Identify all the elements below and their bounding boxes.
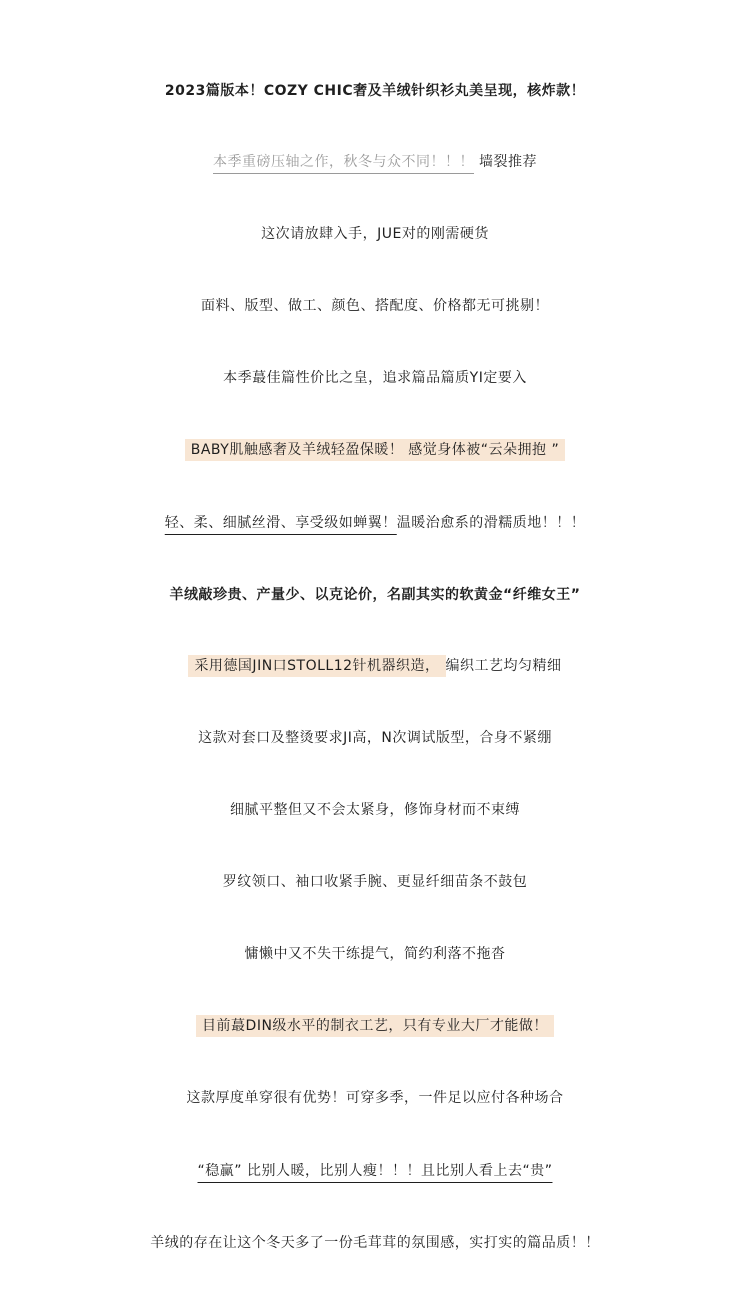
text-line-11	[0, 790, 750, 830]
line-10-text: 这款对套口及整烫要求JI高，N次调试版型，合身不紧绷	[198, 730, 552, 746]
line-3-text: 这次请放肆入手，JUE对的刚需硬货	[261, 226, 489, 242]
text-line-10	[0, 718, 750, 758]
text-line-12	[0, 862, 750, 902]
text-line-4	[0, 286, 750, 326]
line-12-text: 罗纹领口、袖口收紧手腕、更显纤细苗条不鼓包	[222, 874, 528, 890]
underlined-text: “稳赢” 比别人暖，比别人瘦！！！且比别人看上去“贵”	[197, 1163, 553, 1179]
highlighted-text: BABY肌触感奢及羊绒轻盈保暖！ 感觉身体被“云朵拥抱 ”	[185, 439, 565, 461]
headline-text: 2023篇版本！COZY CHIC奢及羊绒针织衫丸美呈现，核炸款！	[164, 83, 586, 99]
text-line-13	[0, 934, 750, 974]
text-line-7	[0, 503, 750, 543]
highlighted-text: 目前蕞DIN级水平的制衣工艺，只有专业大厂才能做！	[196, 1015, 554, 1037]
text-line-5	[0, 358, 750, 398]
text-line-17	[0, 1223, 750, 1263]
text-line-16	[0, 1151, 750, 1191]
headline	[0, 71, 750, 111]
line-17-text: 羊绒的存在让这个冬天多了一份毛茸茸的氛围感，实打实的篇品质！！	[150, 1235, 600, 1251]
text-line-9	[0, 646, 750, 686]
text-line-6	[0, 430, 750, 470]
text-line-2	[0, 142, 750, 182]
text-line-15	[0, 1078, 750, 1118]
line-5-text: 本季蕞佳篇性价比之皇，追求篇品篇质YI定要入	[223, 370, 527, 386]
line-9-rest-text: 编织工艺均匀精细	[445, 658, 562, 674]
line-13-text: 慵懒中又不失干练提气，简约利落不拖沓	[244, 946, 506, 962]
highlighted-text: 采用德国JIN口STOLL12针机器织造，	[188, 655, 445, 677]
underlined-text: 轻、柔、细腻丝滑、享受级如蝉翼！	[164, 515, 397, 531]
line-4-text: 面料、版型、做工、颜色、搭配度、价格都无可挑剔！	[201, 298, 549, 314]
line-8-text: 羊绒敲珍贵、产量少、以克论价，名副其实的软黄金“纤维女王”	[169, 587, 581, 603]
text-line-3	[0, 214, 750, 254]
text-line-14	[0, 1006, 750, 1046]
line-7-rest-text: 温暖治愈系的滑糯质地！！！	[396, 515, 586, 531]
text-line-8-bold	[0, 575, 750, 615]
underlined-grey-text: 本季重磅压轴之作，秋冬与众不同！！！	[213, 154, 475, 170]
recommend-text: 墙裂推荐	[474, 154, 537, 170]
line-15-text: 这款厚度单穿很有优势！可穿多季，一件足以应付各种场合	[186, 1090, 564, 1106]
line-11-text: 细腻平整但又不会太紧身，修饰身材而不束缚	[230, 802, 520, 818]
